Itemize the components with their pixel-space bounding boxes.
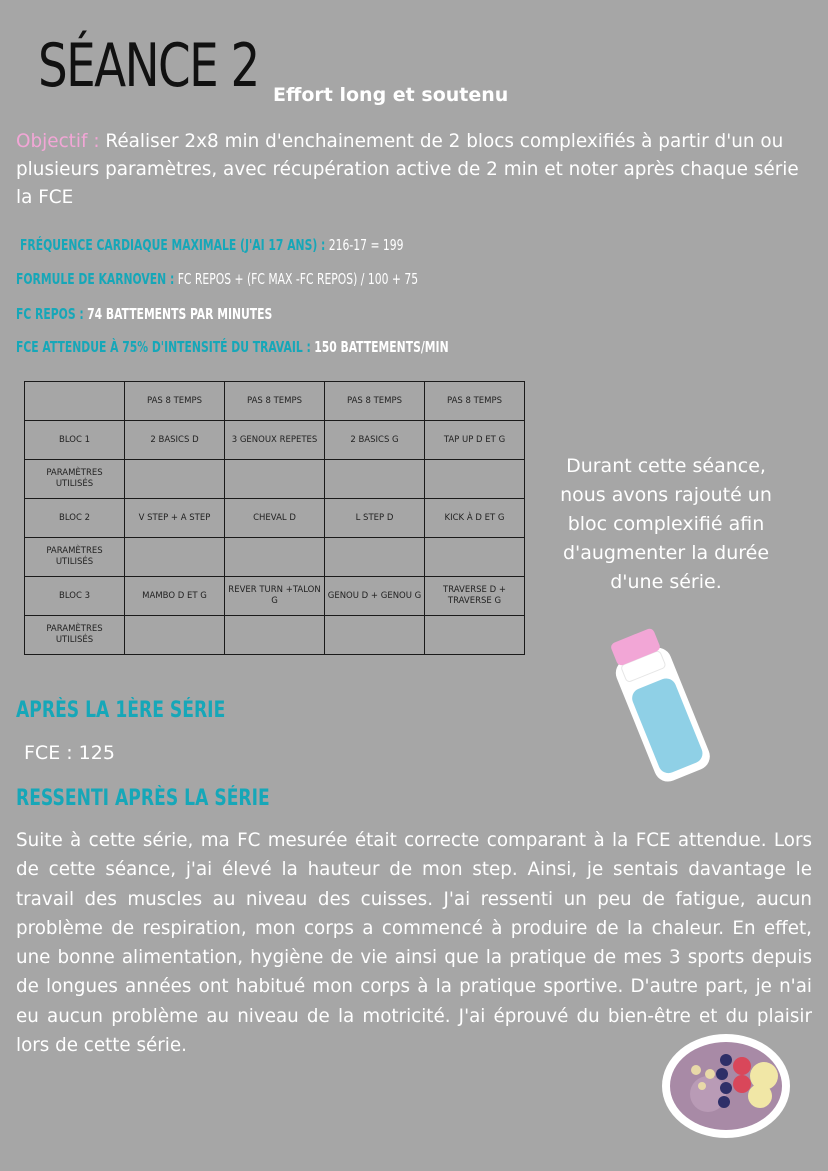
fc-max-line <box>20 236 404 254</box>
table-cell: REVER TURN +TALON G <box>225 577 325 616</box>
table-cell: TAP UP D ET G <box>425 421 525 460</box>
table-cell <box>225 538 325 577</box>
table-cell: CHEVAL D <box>225 499 325 538</box>
feeling-heading: RESSENTI APRÈS LA SÉRIE <box>16 786 270 811</box>
table-cell <box>225 616 325 655</box>
table-cell <box>225 460 325 499</box>
table-cell <box>425 460 525 499</box>
table-cell <box>325 460 425 499</box>
table-cell <box>125 538 225 577</box>
objective-paragraph <box>16 128 816 212</box>
karnoven-line <box>16 270 418 288</box>
table-cell <box>425 538 525 577</box>
fruit-bowl-icon <box>660 1030 792 1146</box>
fc-repos-label: FC REPOS : <box>16 305 84 323</box>
karnoven-value: FC REPOS + (FC MAX -FC REPOS) / 100 + 75 <box>177 270 419 288</box>
fce-value: FCE : 125 <box>24 742 115 764</box>
training-table <box>24 381 525 655</box>
table-row <box>25 577 525 616</box>
table-header-cell: PAS 8 TEMPS <box>225 382 325 421</box>
table-row-label: PARAMÈTRES UTILISÉS <box>25 616 125 655</box>
fc-max-label: FRÉQUENCE CARDIAQUE MAXIMALE (J'AI 17 ANS) : <box>20 236 326 254</box>
water-bottle-icon <box>600 620 720 794</box>
table-row <box>25 538 525 577</box>
table-row <box>25 460 525 499</box>
fce-attendue-label: FCE ATTENDUE À 75% D'INTENSITÉ DU TRAVAIL : <box>16 338 311 356</box>
table-cell: TRAVERSE D + TRAVERSE G <box>425 577 525 616</box>
table-cell: 2 BASICS G <box>325 421 425 460</box>
table-cell <box>25 382 125 421</box>
feeling-paragraph: Suite à cette série, ma FC mesurée était correcte comparant à la FCE attendue. Lors de cette séance, j'ai élevé la hauteur de mon step. Ainsi, je sentais davantage le travail des muscles au niveau des cuisses. J'ai ressenti un peu de fatigue, aucun problème de respiration, mon corps a commencé à produire de la chaleur. En effet, une bonne alimentation, hygiène de vie ainsi que la pratique de mes 3 sports depuis de longues années ont habitué mon corps à la pratique sportive. D'autre part, je n'ai eu aucun problème au niveau de la motricité. J'ai éprouvé du bien-être et du plaisir lors de cette série. <box>16 830 812 1057</box>
after-series-heading: APRÈS LA 1ÈRE SÉRIE <box>16 698 226 723</box>
fc-repos-value: 74 BATTEMENTS PAR MINUTES <box>87 305 273 323</box>
table-row-label: PARAMÈTRES UTILISÉS <box>25 538 125 577</box>
fc-repos-line <box>16 305 272 323</box>
table-row <box>25 421 525 460</box>
table-cell: MAMBO D ET G <box>125 577 225 616</box>
table-row-label: PARAMÈTRES UTILISÉS <box>25 460 125 499</box>
side-note: Durant cette séance, nous avons rajouté un bloc complexifié afin d'augmenter la durée d'une série. <box>560 455 772 593</box>
table-row-label: BLOC 1 <box>25 421 125 460</box>
page-title: SÉANCE 2 <box>38 31 259 101</box>
fce-attendue-value: 150 BATTEMENTS/MIN <box>314 338 449 356</box>
table-cell <box>325 538 425 577</box>
table-cell <box>125 460 225 499</box>
table-row <box>25 616 525 655</box>
fce-attendue-line <box>16 338 449 356</box>
page-subtitle: Effort long et soutenu <box>273 84 509 106</box>
table-header-cell: PAS 8 TEMPS <box>325 382 425 421</box>
table-cell <box>325 616 425 655</box>
table-header-row <box>25 382 525 421</box>
table-cell <box>125 616 225 655</box>
karnoven-label: FORMULE DE KARNOVEN : <box>16 270 175 288</box>
table-cell: KICK À D ET G <box>425 499 525 538</box>
table-cell: GENOU D + GENOU G <box>325 577 425 616</box>
table-row <box>25 499 525 538</box>
table-cell: 3 GENOUX REPETES <box>225 421 325 460</box>
table-cell: 2 BASICS D <box>125 421 225 460</box>
table-row-label: BLOC 3 <box>25 577 125 616</box>
objective-label: Objectif : <box>16 131 100 152</box>
table-cell: L STEP D <box>325 499 425 538</box>
table-header-cell: PAS 8 TEMPS <box>125 382 225 421</box>
objective-text: Réaliser 2x8 min d'enchainement de 2 blocs complexifiés à partir d'un ou plusieurs paramètres, avec récupération active de 2 min et noter après chaque série la FCE <box>16 131 799 208</box>
table-cell: V STEP + A STEP <box>125 499 225 538</box>
table-cell <box>425 616 525 655</box>
table-header-cell: PAS 8 TEMPS <box>425 382 525 421</box>
fc-max-value: 216-17 = 199 <box>328 236 404 254</box>
table-row-label: BLOC 2 <box>25 499 125 538</box>
